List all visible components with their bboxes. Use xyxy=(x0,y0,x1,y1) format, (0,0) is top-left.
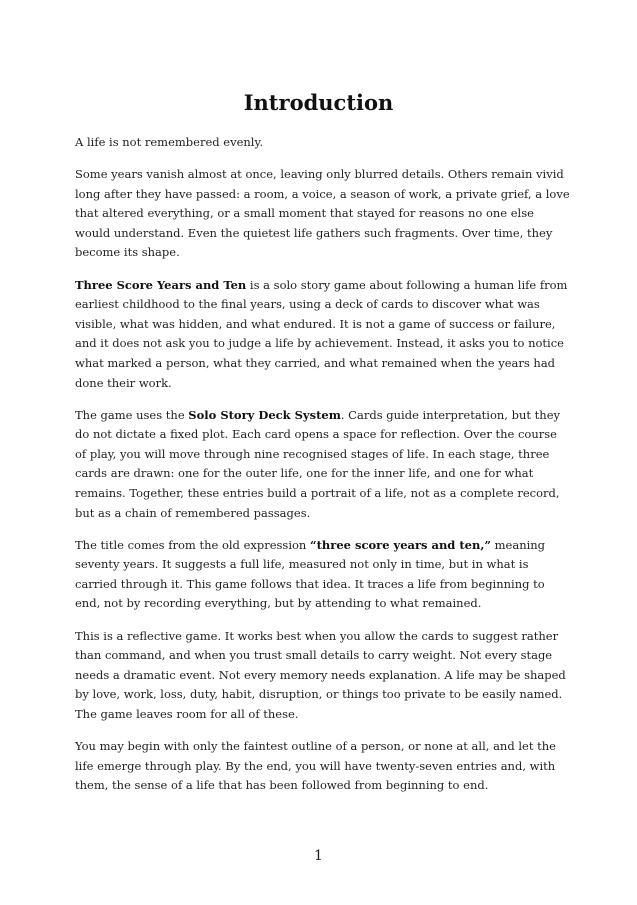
expression-emphasis: “three score years and ten,” xyxy=(310,537,491,552)
paragraph-5 xyxy=(75,536,570,614)
page-title: Introduction xyxy=(243,90,394,115)
paragraph-6 xyxy=(75,627,570,725)
paragraph-text: meaning seventy years. It suggests a full life, measured not only in time, but in what is carried through it. This game follows that idea. It traces a life from beginning to end, not by recording everything, but by attending to what remained. xyxy=(75,537,546,611)
paragraph-text: . Cards guide interpretation, but they do not dictate a fixed plot. Each card opens a space for reflection. Over the course of play, you will move through nine recognised stages of life. In each stage, three cards are drawn: one for the outer life, one for the inner life, and one for what remains. Together, these entries build a portrait of a life, not as a complete record, but as a chain of remembered passages. xyxy=(75,407,560,520)
paragraph-3 xyxy=(75,276,570,394)
paragraph-text: This is a reflective game. It works best when you allow the cards to suggest rather than command, and when you trust small details to carry weight. Not every stage needs a dramatic event. Not every memory needs explanation. A life may be shaped by love, work, loss, duty, habit, disruption, or things too private to be easily named. The game leaves room for all of these. xyxy=(75,628,566,721)
paragraph-text: You may begin with only the faintest outline of a person, or none at all, and let the life emerge through play. By the end, you will have twenty-seven entries and, with them, the sense of a life that has been followed from beginning to end. xyxy=(75,739,556,793)
paragraph-text: is a solo story game about following a human life from earliest childhood to the final years, using a deck of cards to discover what was visible, what was hidden, and what endured. It is not a game of success or failure, and it does not ask you to judge a life by achievement. Instead, it asks you to notice what marked a person, what they carried, and what remained when the years had done their work. xyxy=(75,277,568,390)
paragraph-2 xyxy=(75,165,570,263)
paragraph-1 xyxy=(75,133,570,153)
paragraph-4 xyxy=(75,406,570,524)
paragraph-text: Some years vanish almost at once, leaving only blurred details. Others remain vivid long after they have passed: a room, a voice, a season of work, a private grief, a love that altered everything, or a small moment that stayed for reasons no one else would understand. Even the quietest life gathers such fragments. Over time, they become its shape. xyxy=(75,167,570,260)
paragraph-text: The title comes from the old expression xyxy=(75,537,310,552)
paragraph-7 xyxy=(75,737,570,796)
page-number: 1 xyxy=(314,848,323,864)
paragraph-text: A life is not remembered evenly. xyxy=(75,135,264,149)
system-name-emphasis: Solo Story Deck System xyxy=(188,407,341,422)
body-text xyxy=(75,133,570,808)
paragraph-text: The game uses the xyxy=(75,407,189,422)
game-title-emphasis: Three Score Years and Ten xyxy=(75,277,247,292)
